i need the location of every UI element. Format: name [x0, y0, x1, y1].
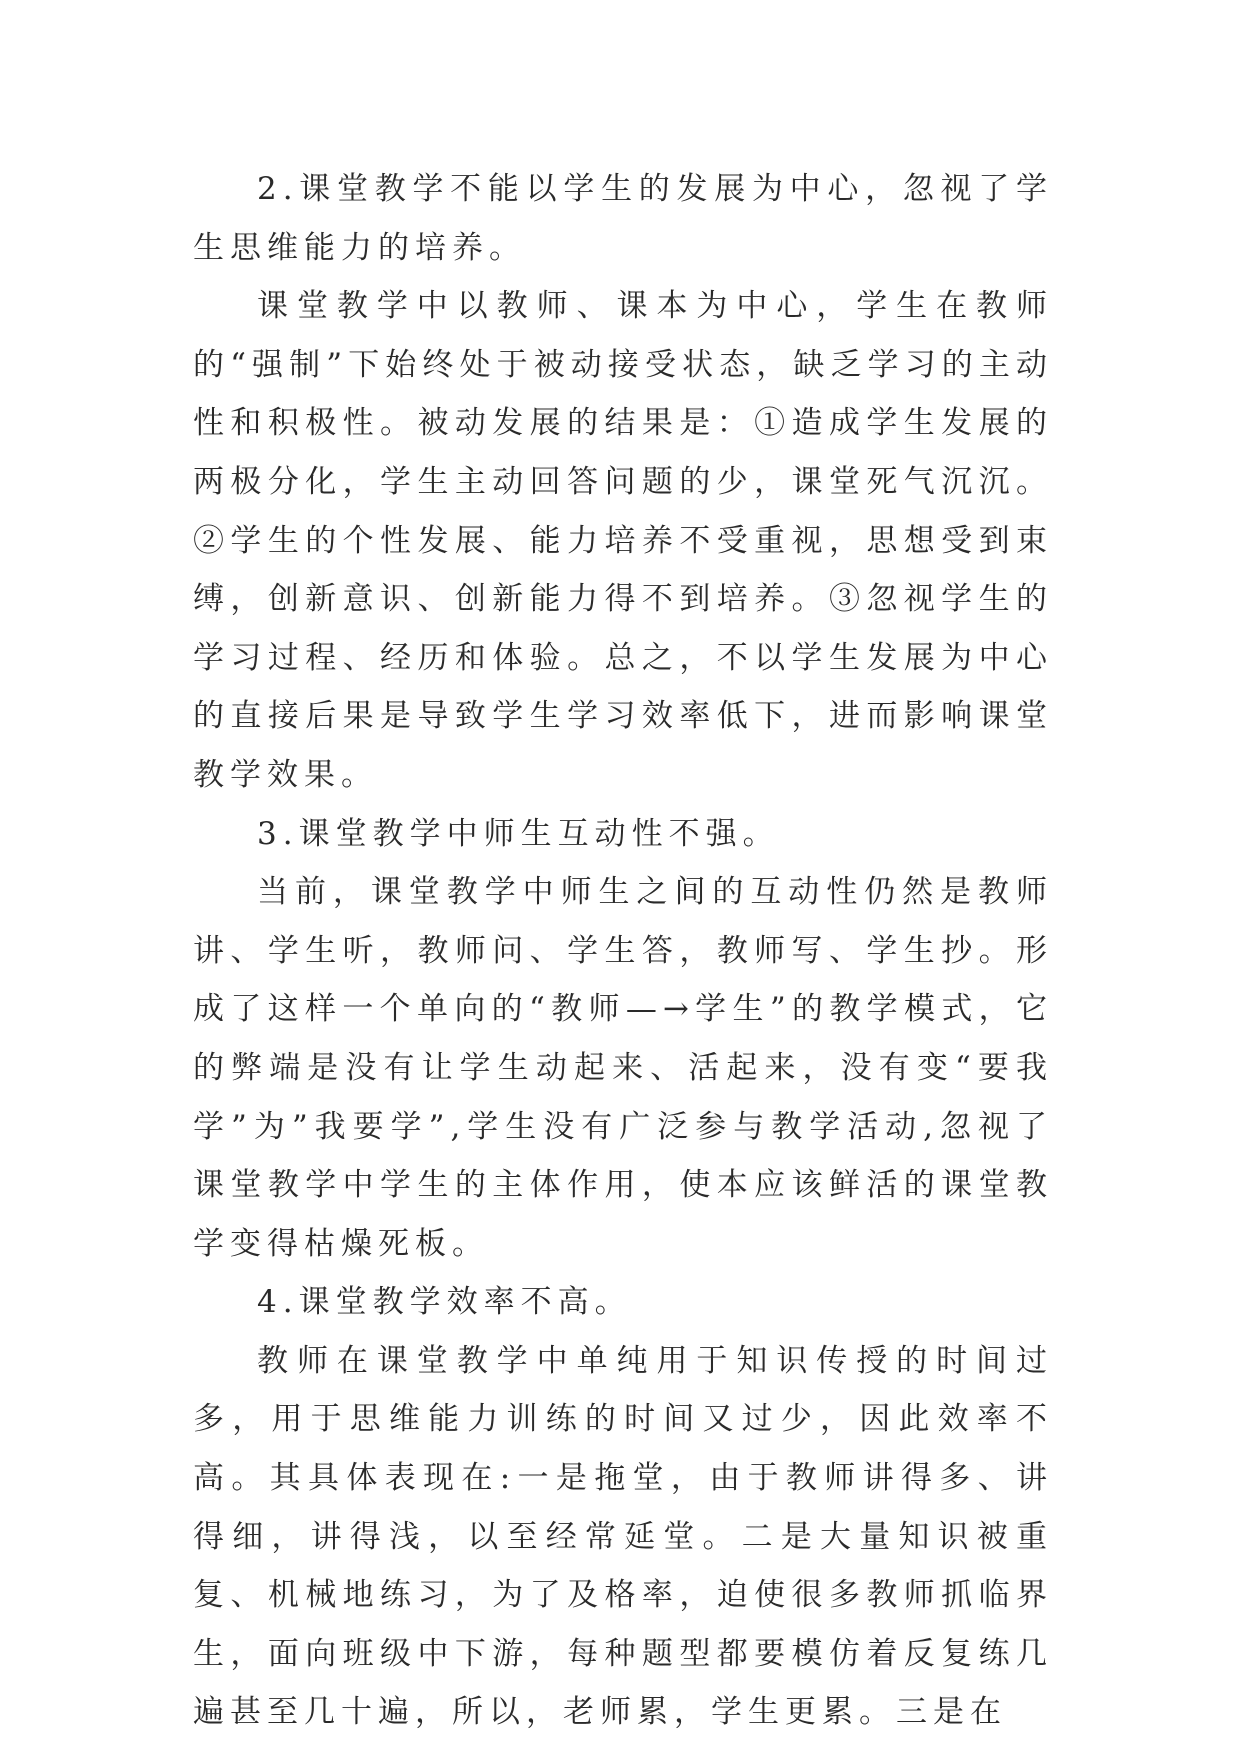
paragraph: 当前，课堂教学中师生之间的互动性仍然是教师讲、学生听，教师问、学生答，教师写、学生抄。形成了这样一个单向的“教师—→学生”的教学模式，它的弊端是没有让学生动起来、活起来，没有变“要我学”为”我要学”,学生没有广泛参与教学活动,忽视了课堂教学中学生的主体作用，使本应该鲜活的课堂教学变得枯燥死板。 — [193, 874, 1053, 1262]
section-heading-3: 3.课堂教学中师生互动性不强。 — [257, 815, 780, 852]
paragraph: 课堂教学中以教师、课本为中心，学生在教师的“强制”下始终处于被动接受状态，缺乏学习的主动性和积极性。被动发展的结果是：①造成学生发展的两极分化，学生主动回答问题的少，课堂死气沉沉。②学生的个性发展、能力培养不受重视，思想受到束缚，创新意识、创新能力得不到培养。③忽视学生的学习过程、经历和体验。总之，不以学生发展为中心的直接后果是导致学生学习效率低下，进而影响课堂教学效果。 — [193, 288, 1053, 793]
section-heading-4: 4.课堂教学效率不高。 — [257, 1284, 632, 1321]
document-body — [193, 160, 1053, 1742]
section-heading-2: 2.课堂教学不能以学生的发展为中心，忽视了学生思维能力的培养。 — [193, 171, 1053, 266]
paragraph: 教师在课堂教学中单纯用于知识传授的时间过多，用于思维能力训练的时间又过少，因此效率不高。其具体表现在:一是拖堂，由于教师讲得多、讲得细，讲得浅，以至经常延堂。二是大量知识被重复、机械地练习，为了及格率，迫使很多教师抓临界生，面向班级中下游，每种题型都要模仿着反复练几遍甚至几十遍，所以，老师累，学生更累。三是在 — [193, 1342, 1053, 1731]
